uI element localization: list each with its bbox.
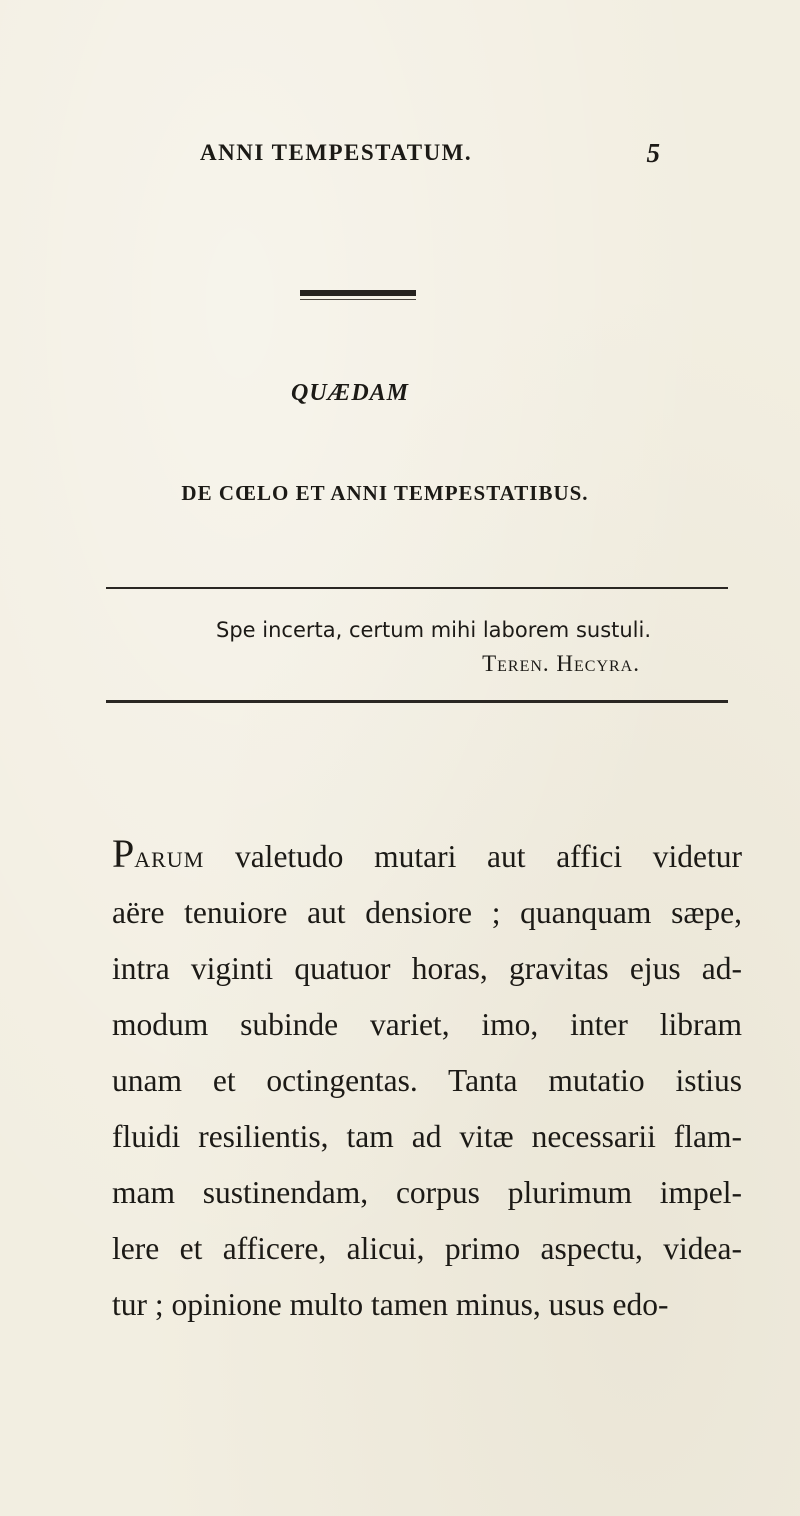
epigraph-rule-bottom [106,700,728,703]
epigraph-source: Teren. Hecyra. [482,651,640,676]
body-line: mam sustinendam, corpus plurimum impel- [112,1175,742,1210]
epigraph-rule-top [106,587,728,589]
section-subtitle: DE CŒLO ET ANNI TEMPESTATIBUS. [181,481,589,505]
first-line-rest: valetudo mutari aut affici videtur [204,839,742,874]
body-line: intra viginti quatuor horas, gravitas ejus ad- [112,951,742,986]
running-head [200,140,660,170]
ornamental-rule [300,290,416,296]
body-line: lere et afficere, alicui, primo aspectu, videa- [112,1231,742,1266]
epigraph-quote: Spe incerta, certum mihi laborem sustuli. [216,618,652,642]
body-text [112,826,742,1333]
body-line: unam et octingentas. Tanta mutatio istius [112,1063,742,1098]
page-number: 5 [646,138,660,168]
body-line: modum subinde variet, imo, inter libram [112,1007,742,1042]
body-line-first [112,826,742,885]
section-title: QUÆDAM [291,380,409,406]
body-line: tur ; opinione multo tamen minus, usus edo- [112,1287,669,1322]
body-line: aëre tenuiore aut densiore ; quanquam sæpe, [112,895,742,930]
drop-cap: P [112,831,135,876]
ornamental-rule-thin [300,299,416,300]
first-word-rest: arum [134,839,205,874]
body-line: fluidi resilientis, tam ad vitæ necessarii flam- [112,1119,742,1154]
running-title: ANNI TEMPESTATUM. [200,140,473,165]
